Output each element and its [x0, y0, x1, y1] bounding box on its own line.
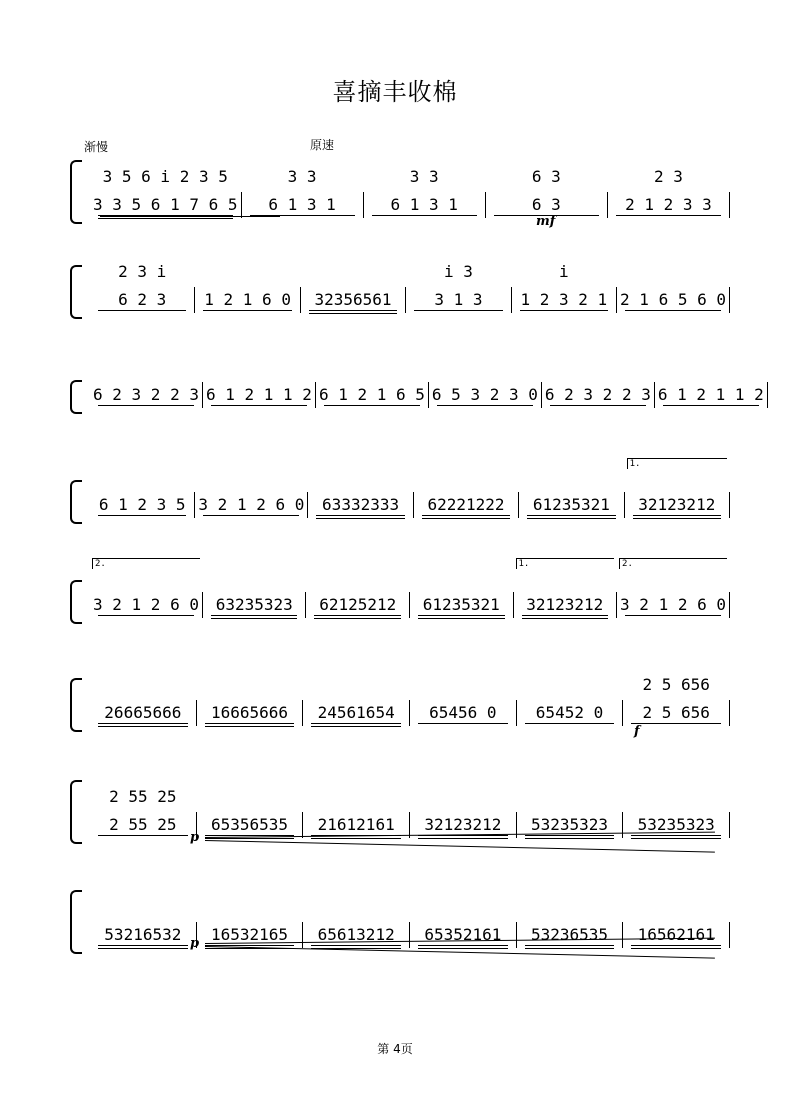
- beam-line-double: [316, 518, 404, 519]
- measure-notes: 6 5 3 2 3 0: [431, 385, 538, 404]
- measure-notes: 65456 0: [429, 703, 497, 722]
- measure-notes: 32356561: [314, 290, 392, 309]
- measure-upper-notes: 2 5 656: [642, 675, 710, 694]
- system-brace: [70, 265, 82, 319]
- measure: [90, 922, 197, 948]
- beam-line: [631, 723, 721, 724]
- measure: [617, 559, 730, 618]
- score-title: 喜摘丰收棉: [332, 78, 458, 106]
- beam-line: [418, 723, 508, 724]
- measure: [90, 167, 242, 218]
- beam-line-double: [418, 618, 505, 619]
- measure-notes: 16665666: [210, 703, 289, 722]
- measure: [364, 167, 486, 218]
- measure-notes: 21612161: [317, 815, 395, 834]
- beam-line: [520, 310, 608, 311]
- measure-notes: 62221222: [427, 495, 505, 514]
- beam-line: [98, 615, 194, 616]
- measure-notes: 32123212: [424, 815, 502, 834]
- measure-upper-notes: 6 3: [531, 167, 561, 186]
- measure-notes: 6 1 2 1 6 5: [318, 385, 425, 404]
- measure-notes: 63235323: [215, 595, 293, 614]
- beam-line: [631, 945, 721, 946]
- system-brace: [70, 678, 82, 732]
- beam-line-double: [314, 618, 401, 619]
- tempo-ritard: 渐慢: [84, 140, 109, 154]
- measure-notes: 61235321: [532, 495, 610, 514]
- measure-notes: 3 2 1 2 6 0: [198, 495, 305, 514]
- measure: [410, 592, 514, 618]
- measure: [195, 287, 300, 313]
- measure-notes: 3 3 5 6 1 7 6 5: [93, 195, 238, 214]
- beam-line: [211, 615, 298, 616]
- system-brace: [70, 160, 82, 224]
- beam-line: [625, 310, 721, 311]
- measure: [197, 812, 304, 838]
- system-brace: [70, 380, 82, 414]
- measure: [519, 492, 624, 518]
- beam-line: [205, 723, 295, 724]
- system-8: [70, 880, 730, 960]
- measure: [203, 382, 316, 408]
- measure: [625, 459, 730, 518]
- beam-line-double: [418, 838, 508, 839]
- measure-notes: 6 1 2 1 1 2: [657, 385, 764, 404]
- beam-line: [203, 310, 291, 311]
- measure-upper-notes: i 3: [443, 262, 473, 281]
- measure-notes: 6 3: [531, 195, 561, 214]
- measure: [617, 287, 730, 313]
- measure: [90, 559, 203, 618]
- beam-line-double: [309, 313, 397, 314]
- measure-notes: 6 1 3 1: [268, 195, 336, 214]
- measure-notes: 16562161: [637, 925, 715, 944]
- measure-notes: 6 1 2 1 1 2: [205, 385, 312, 404]
- system-1: [70, 150, 730, 230]
- beam-line-double: [98, 218, 233, 219]
- beam-line: [316, 515, 404, 516]
- system-brace: [70, 480, 82, 524]
- measure: [623, 812, 730, 838]
- measure-notes: 53216532: [104, 925, 182, 944]
- system-2: [70, 255, 730, 325]
- tempo-a-tempo: 原速: [310, 138, 335, 152]
- measure-notes: 32123212: [638, 495, 716, 514]
- measure-notes: 65452 0: [535, 703, 604, 722]
- beam-line-double: [633, 518, 721, 519]
- dynamic-p-2: p: [190, 936, 200, 951]
- measure-notes: 6 2 3 2 2 3: [93, 385, 199, 404]
- measure-notes: 3 2 1 2 6 0: [620, 595, 726, 614]
- beam-line: [616, 215, 721, 216]
- measure-upper-notes: 3 3: [409, 167, 439, 186]
- beam-line-double: [418, 948, 508, 949]
- measure-notes: 53235323: [637, 815, 715, 834]
- beam-line: [437, 405, 533, 406]
- beam-line: [98, 310, 186, 311]
- beam-line: [525, 723, 615, 724]
- system-6: [70, 668, 730, 738]
- measure-notes: 6 1 3 1: [390, 195, 458, 214]
- measure-notes: 24561654: [317, 703, 395, 722]
- measure-notes: 65613212: [317, 925, 395, 944]
- beam-line-double: [311, 838, 401, 839]
- beam-line-double: [98, 726, 188, 727]
- measure: [410, 700, 517, 726]
- dynamic-p-1: p: [190, 830, 200, 845]
- staff-row: [90, 559, 730, 618]
- staff-row: [90, 382, 764, 408]
- beam-line-double: [525, 838, 615, 839]
- hairpin-1: [100, 216, 280, 217]
- measure-notes: 2 5 656: [642, 703, 710, 722]
- beam-line: [633, 515, 721, 516]
- beam-line: [522, 615, 609, 616]
- measure: [90, 700, 197, 726]
- measure-notes: 65352161: [424, 925, 502, 944]
- beam-line-double: [522, 618, 609, 619]
- measure: [90, 262, 195, 313]
- measure-notes: 26665666: [104, 703, 182, 722]
- beam-line: [418, 945, 508, 946]
- system-5: [70, 559, 730, 630]
- beam-line: [98, 515, 186, 516]
- system-7: [70, 770, 730, 850]
- system-4: [70, 459, 730, 530]
- beam-line: [663, 405, 759, 406]
- measure-notes: 2 1 2 3 3: [625, 195, 712, 214]
- system-brace: [70, 780, 82, 844]
- beam-line: [311, 945, 401, 946]
- measure-notes: 53236535: [530, 925, 609, 944]
- measure-notes: 6 2 3 2 2 3: [544, 385, 651, 404]
- measure: [301, 287, 406, 313]
- beam-line: [550, 405, 646, 406]
- volta-bracket: 2.: [92, 558, 200, 569]
- volta-bracket: 1.: [627, 458, 727, 469]
- measure: [623, 675, 730, 726]
- measure-notes: 6 1 2 3 5: [98, 495, 186, 514]
- measure: [410, 922, 517, 948]
- beam-line-double: [631, 948, 721, 949]
- beam-line: [527, 515, 615, 516]
- measure: [623, 922, 730, 948]
- beam-line: [203, 515, 299, 516]
- measure-upper-notes: 2 3 i: [118, 262, 167, 281]
- beam-line: [418, 615, 505, 616]
- beam-line-double: [205, 726, 295, 727]
- measure-upper-notes: 3 5 6 i 2 3 5: [102, 167, 228, 186]
- measure: [306, 592, 410, 618]
- beam-line-double: [631, 838, 721, 839]
- beam-line: [625, 615, 721, 616]
- measure-notes: 2 1 6 5 6 0: [620, 290, 726, 309]
- measure: [655, 382, 768, 408]
- measure-notes: 53235323: [530, 815, 609, 834]
- measure-notes: 65356535: [210, 815, 289, 834]
- volta-bracket: 1.: [516, 558, 615, 569]
- measure: [90, 382, 203, 408]
- volta-bracket: 2.: [619, 558, 727, 569]
- beam-line: [98, 723, 188, 724]
- measure: [316, 382, 429, 408]
- beam-line: [98, 835, 188, 836]
- beam-line: [631, 835, 721, 836]
- page-number: 第 4页: [377, 1042, 413, 1056]
- measure: [90, 492, 195, 518]
- measure: [429, 382, 542, 408]
- measure-notes: 2 55 25: [109, 815, 177, 834]
- beam-line: [309, 310, 397, 311]
- measure-notes: 1 2 3 2 1: [520, 290, 608, 309]
- staff-row: [90, 262, 730, 313]
- beam-line-double: [311, 726, 401, 727]
- beam-line-double: [98, 948, 188, 949]
- measure: [542, 382, 655, 408]
- beam-line-double: [205, 838, 295, 839]
- beam-line: [211, 405, 307, 406]
- measure-upper-notes: 2 55 25: [109, 787, 177, 806]
- measure-upper-notes: 2 3: [653, 167, 683, 186]
- measure: [303, 922, 410, 948]
- measure: [414, 492, 519, 518]
- beam-line-double: [422, 518, 510, 519]
- measure-notes: 63332333: [322, 495, 400, 514]
- beam-line: [98, 945, 188, 946]
- beam-line-double: [211, 618, 298, 619]
- dynamic-mf: mf: [536, 214, 556, 229]
- measure: [406, 262, 511, 313]
- beam-line: [311, 723, 401, 724]
- beam-line-double: [527, 518, 615, 519]
- beam-line: [422, 515, 510, 516]
- measure-notes: 6 2 3: [118, 290, 167, 309]
- measure: [197, 922, 304, 948]
- measure-notes: 3 1 3: [434, 290, 483, 309]
- staff-row: [90, 459, 730, 518]
- beam-line: [525, 945, 615, 946]
- measure-notes: 1 2 1 6 0: [204, 290, 291, 309]
- beam-line-double: [525, 948, 615, 949]
- measure-notes: 16532165: [210, 925, 289, 944]
- measure-notes: 32123212: [526, 595, 604, 614]
- measure: [517, 700, 624, 726]
- beam-line: [525, 835, 615, 836]
- beam-line: [314, 615, 401, 616]
- measure: [308, 492, 413, 518]
- system-brace: [70, 890, 82, 954]
- measure: [512, 262, 617, 313]
- measure: [303, 700, 410, 726]
- measure: [608, 167, 730, 218]
- staff-row: [90, 675, 730, 726]
- measure: [195, 492, 308, 518]
- measure: [90, 787, 197, 838]
- measure: [203, 592, 307, 618]
- measure-notes: 3 2 1 2 6 0: [93, 595, 199, 614]
- measure: [517, 922, 624, 948]
- staff-row: [90, 922, 730, 948]
- system-brace: [70, 580, 82, 624]
- measure-upper-notes: i: [559, 262, 569, 281]
- measure-upper-notes: 3 3: [287, 167, 317, 186]
- dynamic-f: f: [634, 724, 640, 739]
- measure-notes: 62125212: [319, 595, 397, 614]
- beam-line: [414, 310, 502, 311]
- beam-line: [98, 405, 194, 406]
- measure: [514, 559, 618, 618]
- beam-line: [324, 405, 420, 406]
- measure-notes: 61235321: [422, 595, 500, 614]
- measure: [242, 167, 364, 218]
- measure: [197, 700, 304, 726]
- staff-row: [90, 167, 730, 218]
- system-3: [70, 370, 764, 420]
- beam-line: [372, 215, 477, 216]
